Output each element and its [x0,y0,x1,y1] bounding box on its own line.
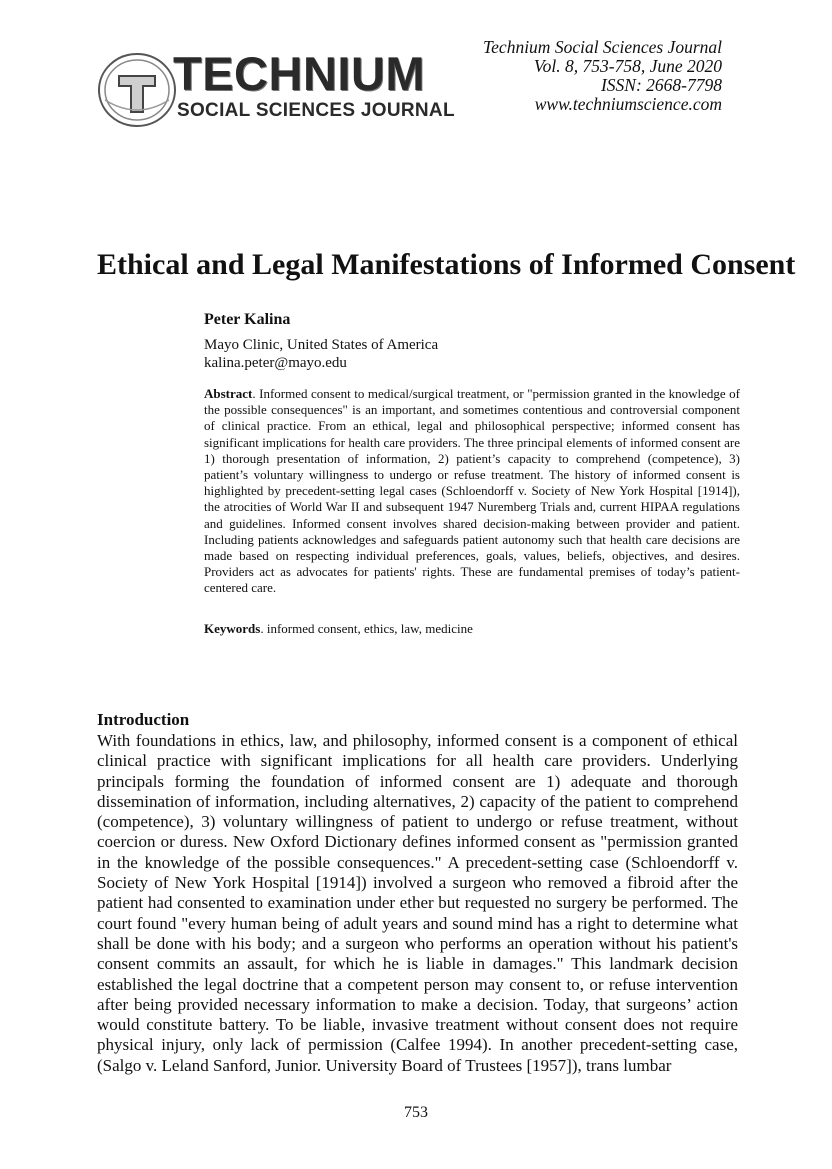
keywords-text: . informed consent, ethics, law, medicine [260,620,473,636]
author-email[interactable]: kalina.peter@mayo.edu [204,355,347,371]
logo-subtitle: SOCIAL SCIENCES JOURNAL [177,100,455,121]
section-heading-introduction: Introduction [97,710,190,729]
introduction-paragraph: With foundations in ethics, law, and philosophy, informed consent is a component of ethical clinical practice with significant implications for all health care providers. Underlying principals forming the foundation of informed consent are 1) adequate and thorough dissemination of information, including alternatives, 2) capacity of the patient to comprehend (competence), 3) voluntary willingness of patient to undergo or refuse treatment, without coercion or duress. New Oxford Dictionary defines informed consent as "permission granted in the knowledge of the possible consequences." A precedent-setting case (Schloendorff v. Society of New York Hospital [1914]) involved a surgeon who removed a fibroid after the patient had consented to examination under ether but requested no surgery be performed. The court found "every human being of adult years and sound mind has a right to determine what shall be done with his body; and a surgeon who performs an operation without his patient's consent commits an assault, for which he is liable in damages." This landmark decision established the legal doctrine that a competent person may consent to, or refuse intervention after being provided necessary information to make a decision. Today, that surgeons’ action would constitute battery. To be liable, invasive treatment without consent does not require physical injury, only lack of permission (Calfee 1994). In another precedent-setting case, (Salgo v. Leland Sanford, Junior. University Board of Trustees [1957]), trans lumbar [97,731,738,1075]
issn: ISSN: 2668-7798 [600,75,722,95]
paper-title: Ethical and Legal Manifestations of Informed Consent [97,248,796,281]
abstract-text: . Informed consent to medical/surgical treatment, or "permission granted in the knowledge of the possible consequences" is an important, and sometimes contentious and controversial component of clinical practice. From an ethical, legal and philosophical perspective; informed consent has significant implications for health care providers. The three principal elements of informed consent are 1) thorough presentation of information, 2) patient’s capacity to comprehend (competence), 3) patient’s voluntary willingness to undergo or refuse treatment. The history of informed consent is highlighted by precedent-setting legal cases (Schloendorff v. Society of New York Hospital [1914]), the atrocities of World War II and subsequent 1947 Nuremberg Trials and, current HIPAA regulations and guidelines. Informed consent involves shared decision-making between provider and patient. Including patients acknowledges and safeguards patient autonomy such that health care decisions are made based on respecting individual preferences, goals, values, beliefs, objectives, and desires. Providers act as advocates for patients' rights. These are fundamental premises of today’s patient-centered care. [204,386,740,596]
logo-wordmark: TECHNIUM [173,47,426,100]
keywords-label: Keywords [204,620,261,636]
author-name: Peter Kalina [204,311,291,328]
keywords [204,621,740,637]
abstract-label: Abstract [204,386,253,401]
journal-name: Technium Social Sciences Journal [483,37,722,57]
journal-info [483,38,722,114]
page-number: 753 [404,1104,428,1121]
abstract [204,386,740,597]
author-block [204,311,740,637]
volume-info: Vol. 8, 753-758, June 2020 [533,56,722,76]
journal-logo [97,47,455,130]
author-affiliation: Mayo Clinic, United States of America [204,337,439,353]
journal-website[interactable]: www.techniumscience.com [534,94,722,114]
technium-emblem-icon [97,50,177,130]
